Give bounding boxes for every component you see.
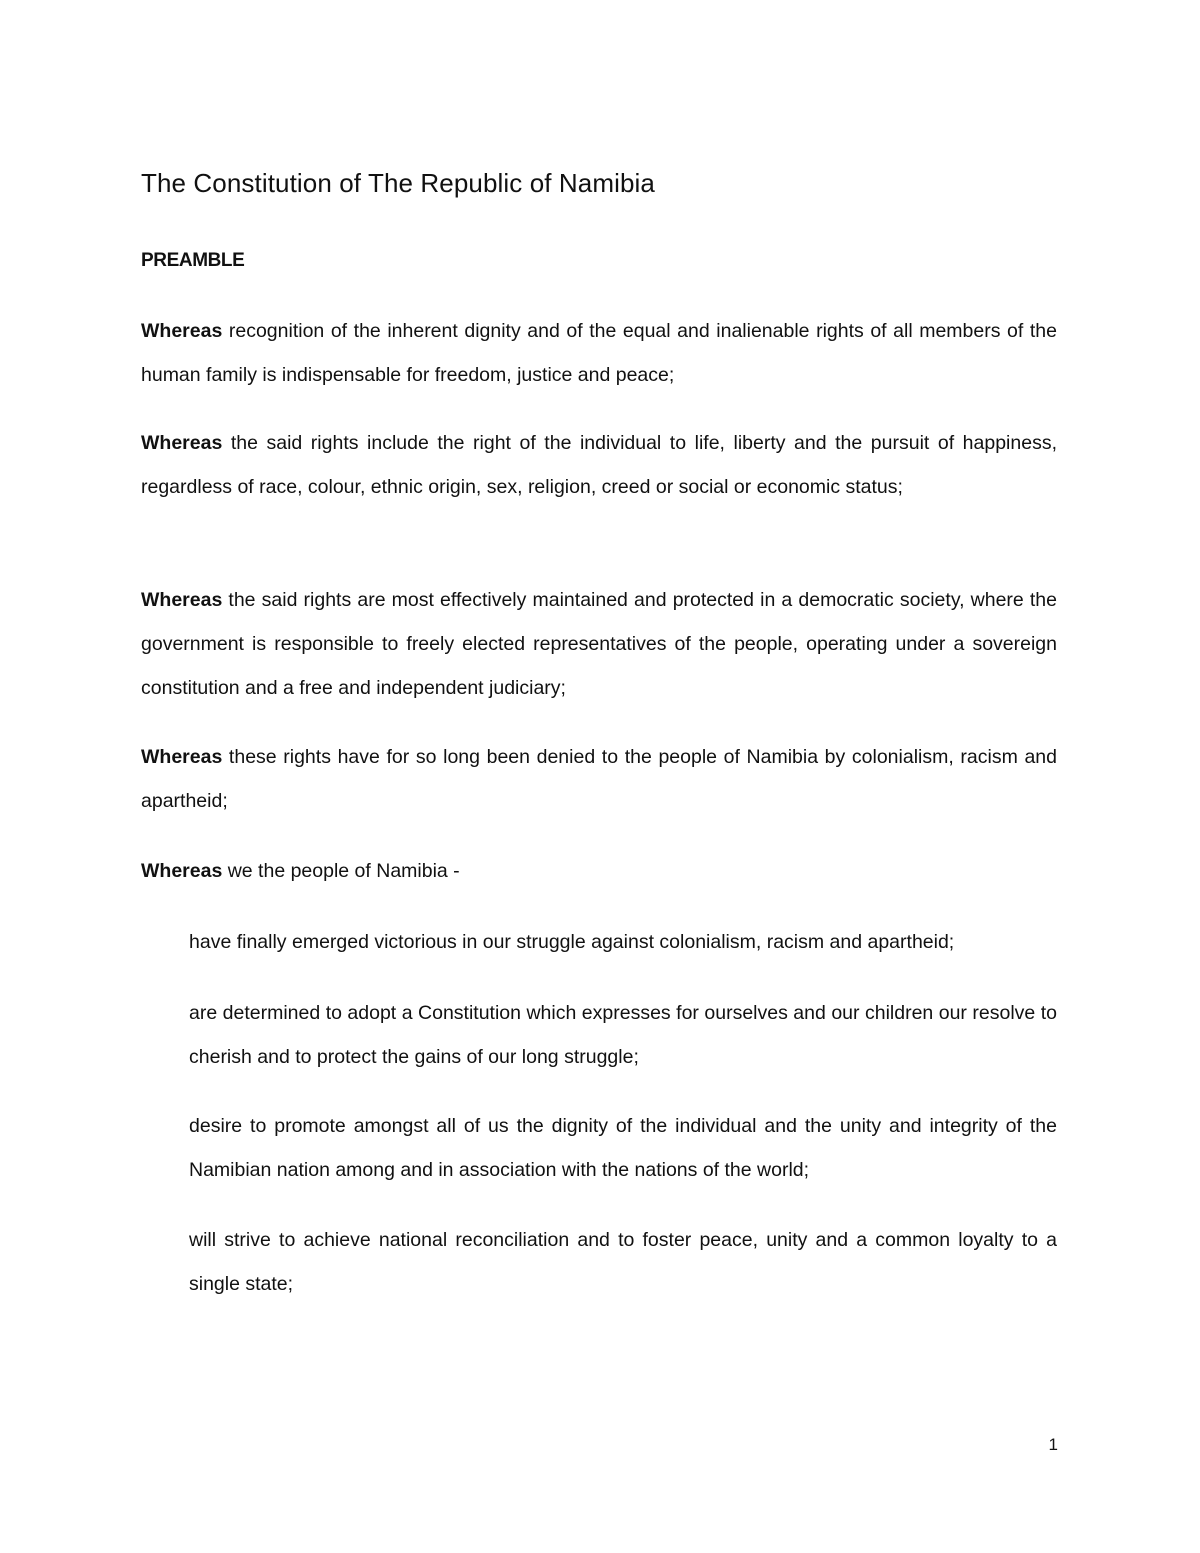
- preamble-paragraph-2: [141, 421, 1057, 509]
- preamble-clause-1: have finally emerged victorious in our struggle against colonialism, racism and apartheid;: [189, 931, 955, 953]
- preamble-heading: PREAMBLE: [141, 250, 245, 271]
- preamble-clause-2: are determined to adopt a Constitution which expresses for ourselves and our children our resolve to cherish and to protect the gains of our long struggle;: [189, 1002, 1057, 1068]
- paragraph-text: recognition of the inherent dignity and of the equal and inalienable rights of all members of the human family is indispensable for freedom, justice and peace;: [141, 320, 1057, 386]
- preamble-paragraph-5: [141, 849, 1057, 893]
- preamble-paragraph-1: [141, 309, 1057, 397]
- document-title: The Constitution of The Republic of Namibia: [141, 168, 655, 198]
- page-number: 1: [1048, 1435, 1058, 1454]
- preamble-paragraph-4: [141, 735, 1057, 823]
- preamble-clause-4: will strive to achieve national reconciliation and to foster peace, unity and a common loyalty to a single state;: [189, 1229, 1057, 1295]
- whereas-keyword: Whereas: [141, 589, 223, 611]
- preamble-clause-3: desire to promote amongst all of us the dignity of the individual and the unity and integrity of the Namibian nation among and in association with the nations of the world;: [189, 1115, 1057, 1181]
- paragraph-text: we the people of Namibia -: [222, 860, 460, 882]
- paragraph-text: these rights have for so long been denied to the people of Namibia by colonialism, racism and apartheid;: [141, 746, 1057, 812]
- paragraph-text: the said rights are most effectively maintained and protected in a democratic society, where the government is responsible to freely elected representatives of the people, operating under a sovereign constitution and a free and independent judiciary;: [141, 589, 1057, 699]
- whereas-keyword: Whereas: [141, 320, 223, 342]
- whereas-keyword: Whereas: [141, 860, 223, 882]
- preamble-paragraph-3: [141, 578, 1057, 710]
- whereas-keyword: Whereas: [141, 746, 223, 768]
- paragraph-text: the said rights include the right of the individual to life, liberty and the pursuit of happiness, regardless of race, colour, ethnic origin, sex, religion, creed or social or economic status;: [141, 432, 1057, 498]
- whereas-keyword: Whereas: [141, 432, 223, 454]
